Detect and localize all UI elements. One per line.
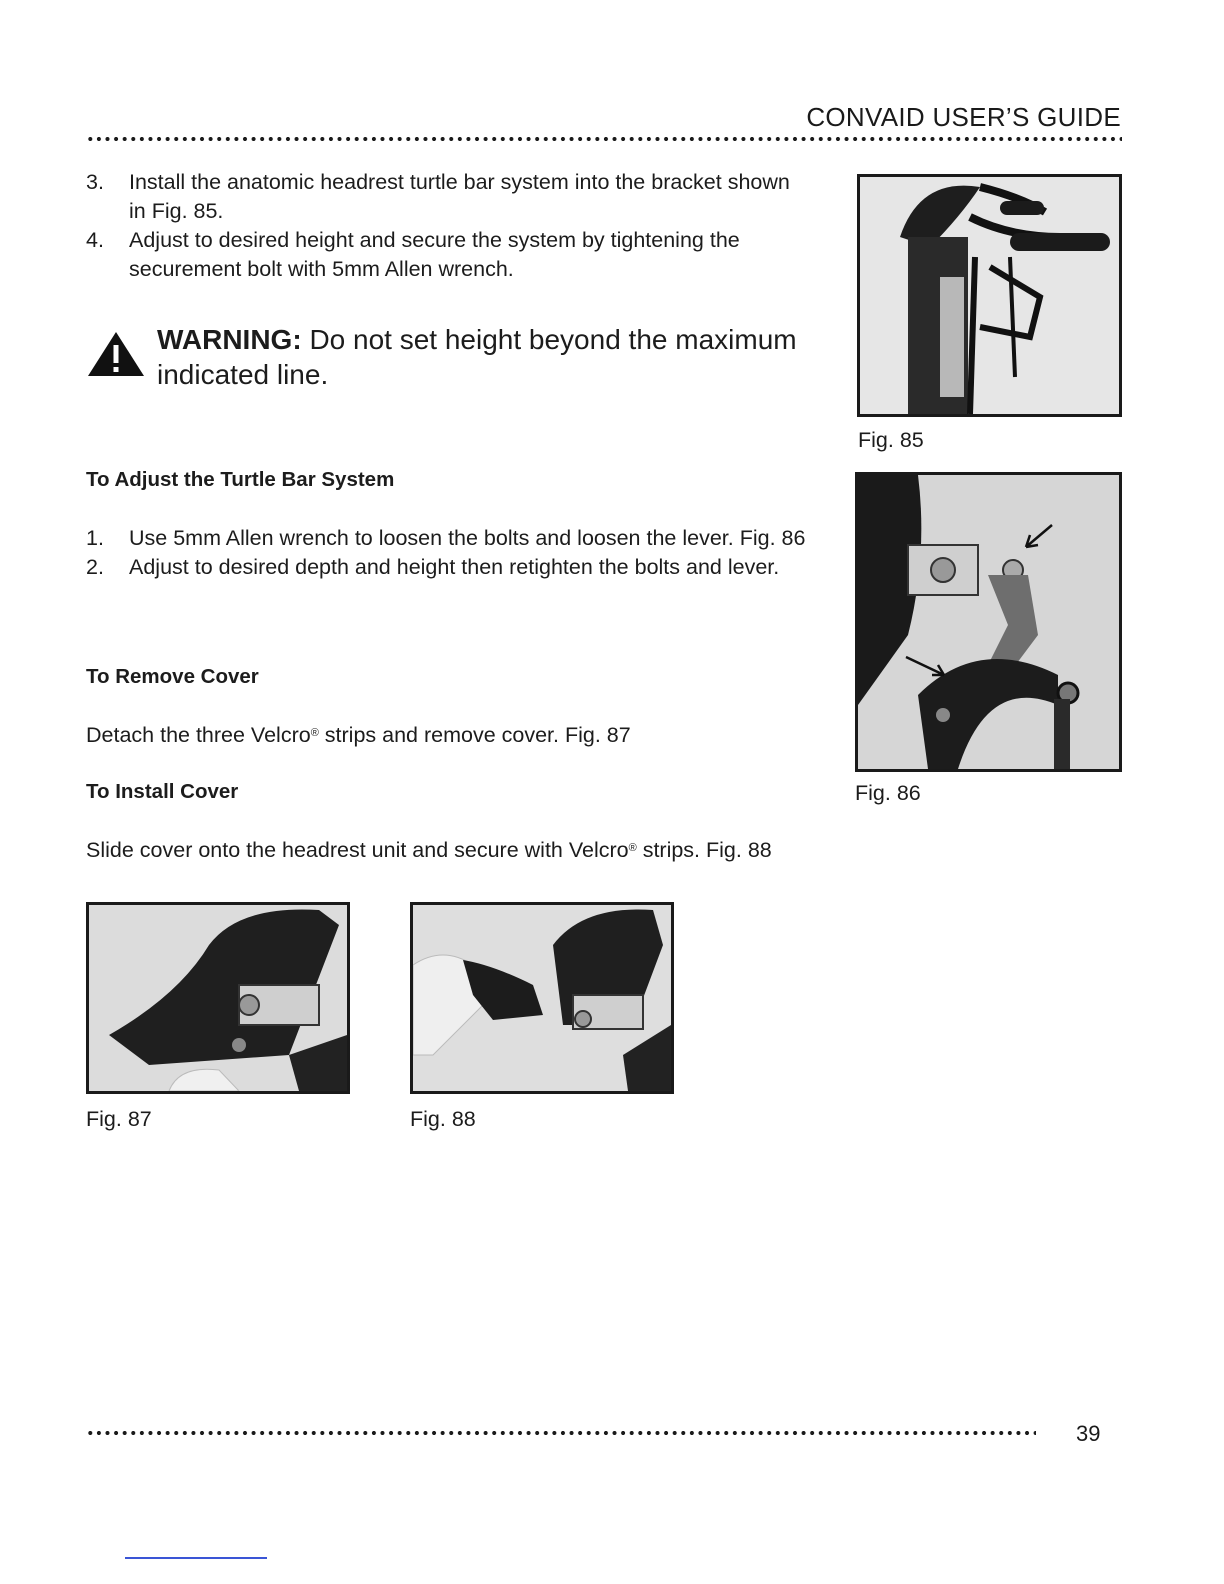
header-dotted-rule <box>86 136 1122 142</box>
step-text: Adjust to desired height and secure the system by tightening the securement bolt with 5mm Allen wrench. <box>129 228 740 281</box>
remove-text-part: Detach the three Velcro <box>86 723 311 747</box>
page-number: 39 <box>1076 1421 1101 1446</box>
step-text: Adjust to desired depth and height then retighten the bolts and lever. <box>129 555 780 579</box>
figure-86-caption: Fig. 86 <box>855 781 921 805</box>
list-item <box>86 553 806 582</box>
install-cover-heading: To Install Cover <box>86 780 239 803</box>
install-cover-text <box>86 836 772 865</box>
figure-85-photo <box>857 174 1122 417</box>
list-item <box>86 524 806 553</box>
adjust-steps-list <box>86 524 806 582</box>
remove-cover-text <box>86 721 631 750</box>
warning-label: WARNING: <box>157 324 302 355</box>
remove-text-part: strips and remove cover. Fig. 87 <box>318 723 631 747</box>
adjust-section-heading: To Adjust the Turtle Bar System <box>86 468 395 491</box>
figure-85-caption: Fig. 85 <box>858 428 924 452</box>
step-text: Install the anatomic headrest turtle bar system into the bracket shown in Fig. 85. <box>129 170 790 223</box>
warning-text <box>157 322 807 392</box>
figure-87-caption: Fig. 87 <box>86 1107 152 1131</box>
step-text: Use 5mm Allen wrench to loosen the bolts and loosen the lever. Fig. 86 <box>129 526 806 550</box>
registered-mark: ® <box>628 842 637 854</box>
warning-message: Do not set height beyond the maximum indicated line. <box>157 324 797 390</box>
warning-triangle-icon <box>86 330 146 378</box>
list-item <box>86 226 806 284</box>
step-number: 1. <box>86 526 104 550</box>
decorative-blue-line <box>125 1557 267 1559</box>
figure-88-photo <box>410 902 674 1094</box>
page-header-title: CONVAID USER’S GUIDE <box>806 102 1121 132</box>
remove-cover-heading: To Remove Cover <box>86 665 259 688</box>
figure-87-photo <box>86 902 350 1094</box>
install-text-part: Slide cover onto the headrest unit and secure with Velcro <box>86 838 629 862</box>
install-text-part: strips. Fig. 88 <box>636 838 772 862</box>
step-number: 4. <box>86 228 104 252</box>
list-item <box>86 168 806 226</box>
step-number: 2. <box>86 555 104 579</box>
figure-86-photo <box>855 472 1122 772</box>
registered-mark: ® <box>310 727 319 739</box>
step-number: 3. <box>86 170 104 194</box>
install-steps-list <box>86 168 806 284</box>
footer-dotted-rule <box>86 1430 1036 1436</box>
figure-88-caption: Fig. 88 <box>410 1107 476 1131</box>
